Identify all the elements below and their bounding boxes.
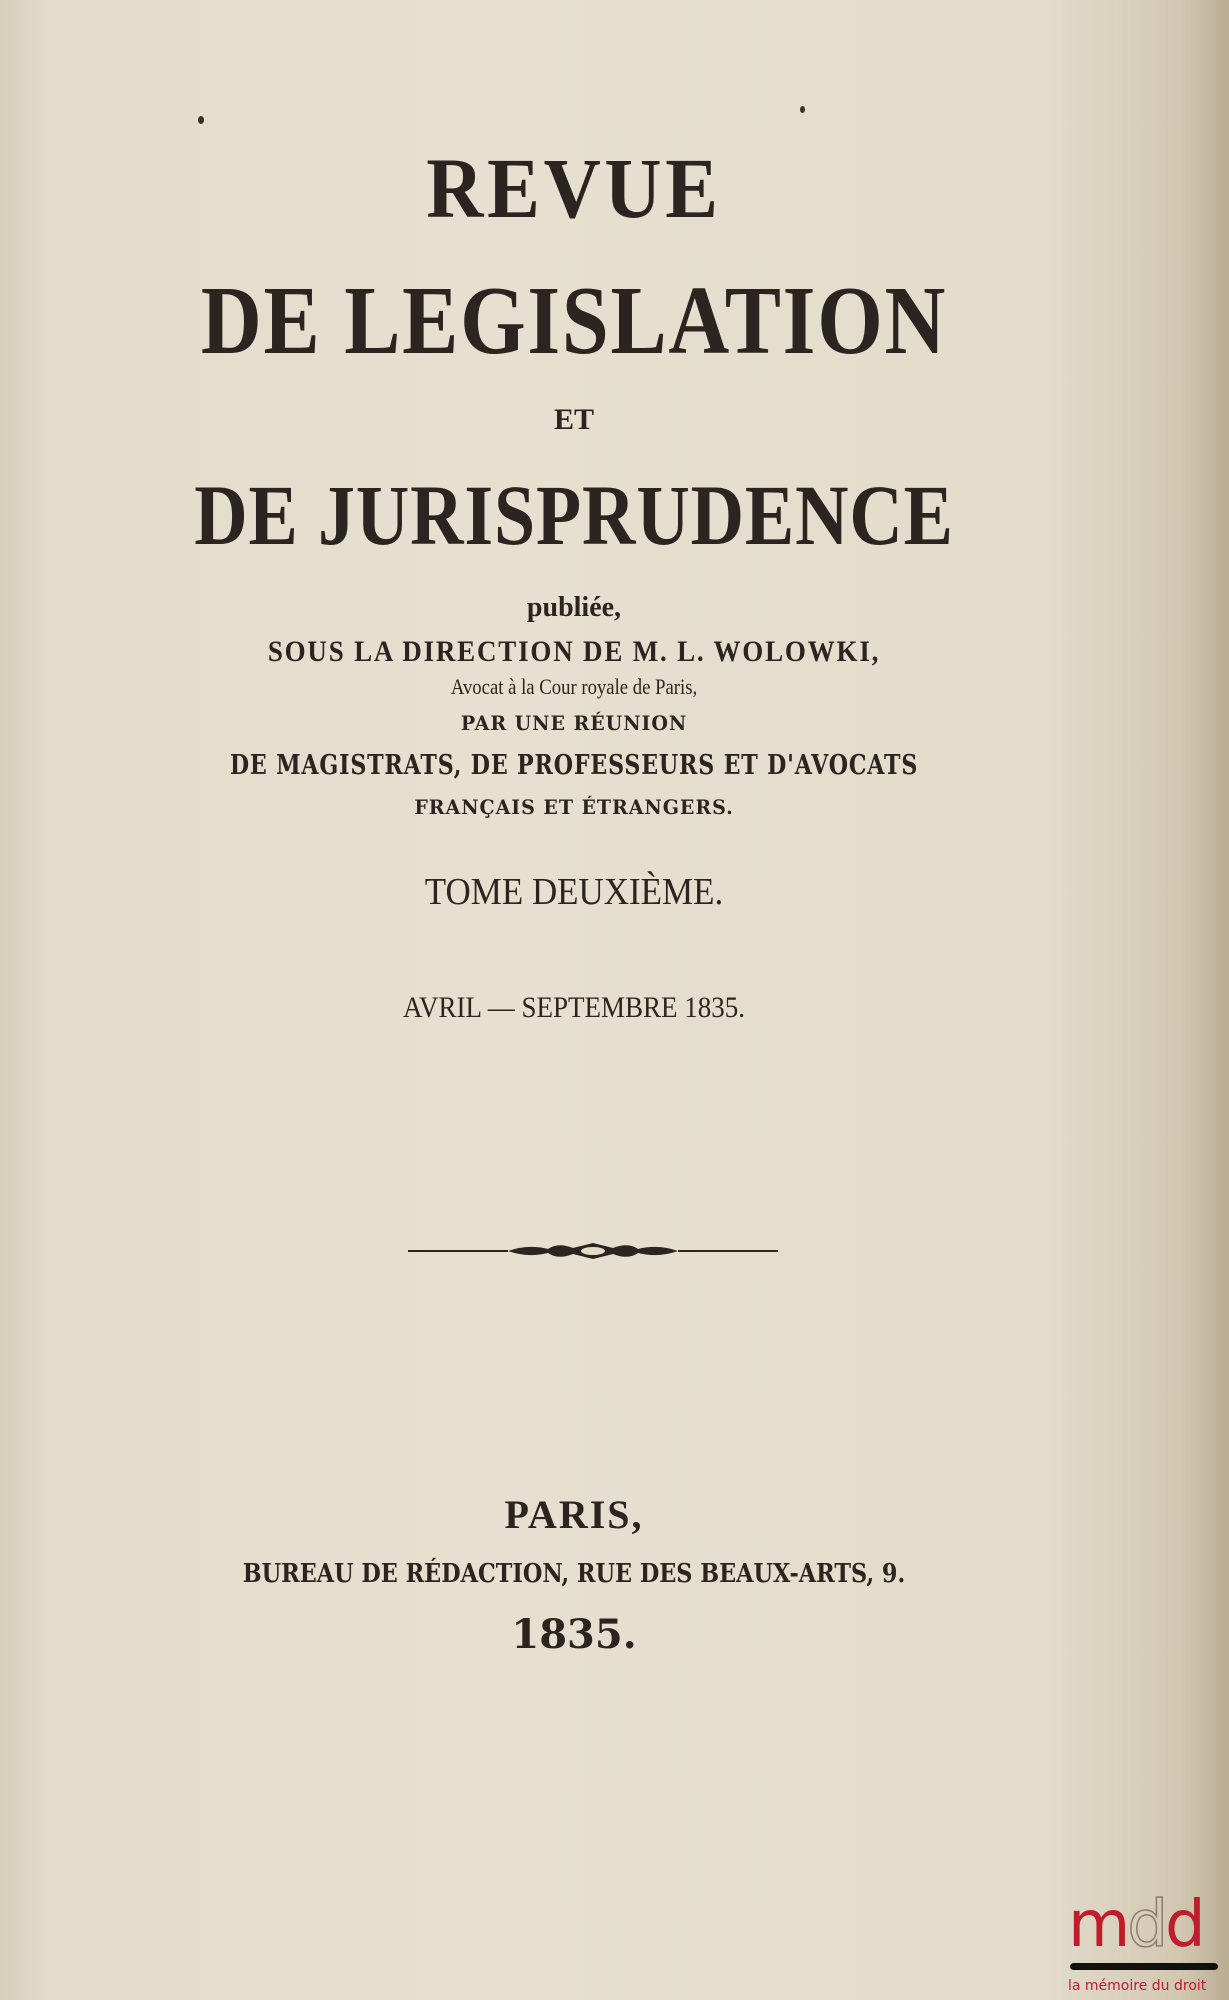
published-label: publiée, <box>526 592 622 623</box>
logo-bar <box>1070 1963 1218 1970</box>
imprint-address: BUREAU DE RÉDACTION, RUE DES BEAUX-ARTS, 9. <box>242 1559 906 1589</box>
imprint-city: PARIS, <box>504 1492 644 1537</box>
ornament-divider-icon <box>408 1240 778 1262</box>
volume-label: TOME DEUXIÈME. <box>424 871 724 913</box>
title-legislation: DE LEGISLATION <box>200 267 948 375</box>
logo-tagline: la mémoire du droit <box>1068 1978 1207 1994</box>
title-et: ET <box>553 403 595 436</box>
ink-speck <box>800 106 805 113</box>
by-line: PAR UNE RÉUNION <box>460 711 688 735</box>
imprint-year: 1835. <box>511 1611 637 1658</box>
contributors-line: DE MAGISTRATS, DE PROFESSEURS ET D'AVOCATS <box>229 750 919 781</box>
period-label: AVRIL — SEPTEMBRE 1835. <box>402 991 746 1024</box>
director-title: Avocat à la Cour royale de Paris, <box>450 674 698 699</box>
title-jurisprudence: DE JURISPRUDENCE <box>194 467 954 563</box>
direction-line: SOUS LA DIRECTION DE M. L. WOLOWKI, <box>267 635 881 668</box>
logo-mark: mdd <box>1068 1888 1203 1962</box>
mdd-logo <box>1068 1888 1228 1994</box>
ink-speck <box>198 116 204 124</box>
title-revue: REVUE <box>426 140 722 236</box>
origin-line: FRANÇAIS ET ÉTRANGERS. <box>414 795 734 819</box>
